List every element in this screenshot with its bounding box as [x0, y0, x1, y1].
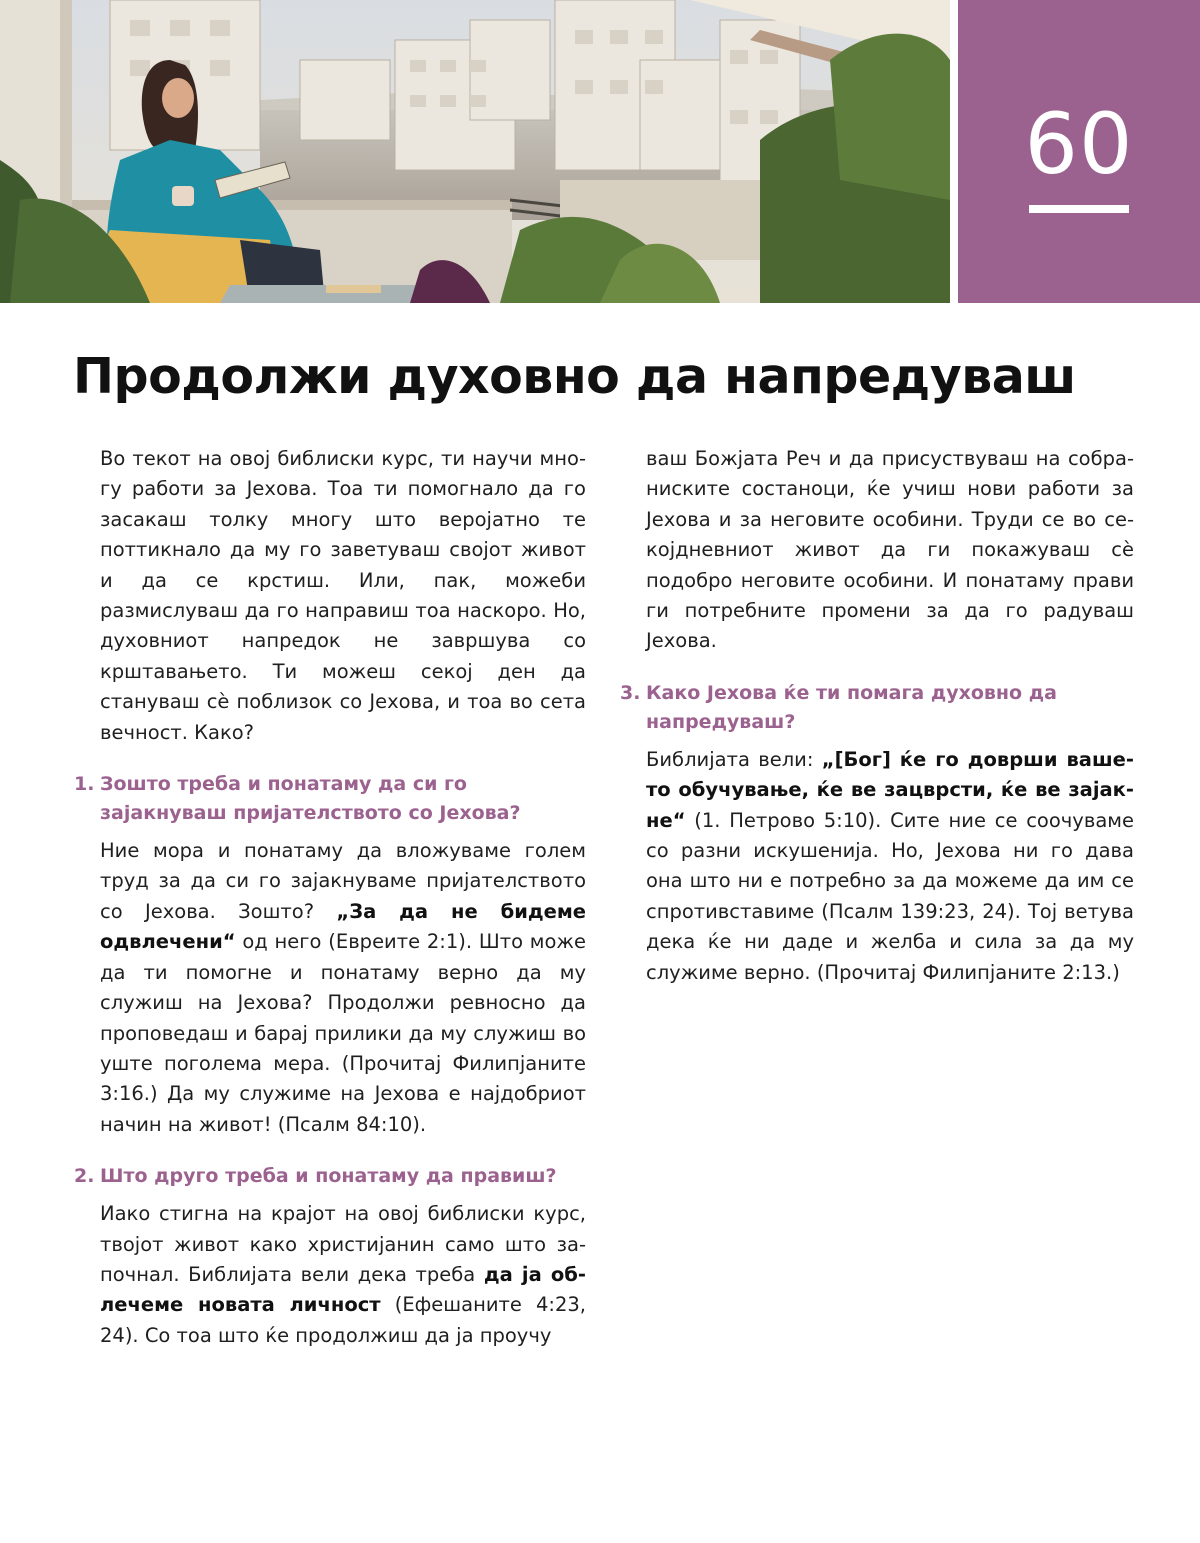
answer-3 — [646, 745, 1134, 988]
question-2 — [74, 1162, 586, 1191]
question-text: Што друго треба и понатаму да правиш? — [100, 1165, 557, 1188]
lesson-number: 60 — [1024, 95, 1134, 193]
question-3 — [620, 679, 1134, 737]
answer-text: Библијата вели: — [646, 747, 822, 771]
answer-text: од него (Евреите 2:1). Што може да ти помогне и понатаму верно да му служиш на Јехова? Продолжи ревносно да проповедаш и барај прилики да му служиш во уште поголема мера. (Прочитај Филипјаните 3:16.) Да му служиме на Јехова е најдобриот начин на живот! (Псалм 84:10). — [100, 930, 586, 1136]
answer-2-continued: ваш Божјата Реч и да присуствуваш на собраниските состаноци, ќе учиш нови работи за Јехова и за неговите особини. Труди се во секојдневниот живот да ги покажуваш сѐ подобро неговите особини. И понатаму прави ги потребните промени за да го радуваш Јехова. — [646, 447, 1134, 653]
question-number: 3. — [620, 681, 641, 704]
right-column — [620, 444, 1134, 988]
question-number: 1. — [74, 773, 95, 796]
answer-text: Иако стигна на крајот на овој библиски курс, твојот живот како христијанин само што започнал. Библијата вели дека треба — [100, 1202, 586, 1286]
left-column — [74, 444, 586, 1351]
question-text: Како Јехова ќе ти помага духовно да напредуваш? — [646, 681, 1057, 733]
page-title: Продолжи духовно да напредуваш — [73, 348, 1076, 405]
answer-text: (1. Петрово 5:10). Сите ние се соочуваме со разни искушенија. Но, Јехова ни го дава она што ни е потребно за да можеме да им се спротивставиме (Псалм 139:23, 24). Тој ветува дека ќе ни даде и желба и сила за да му служиме верно. (Прочитај Филипјаните 2:13.) — [646, 808, 1134, 984]
lesson-number-badge — [958, 0, 1200, 303]
badge-underline — [1029, 205, 1129, 213]
answer-2 — [100, 1199, 586, 1351]
answer-bold-text: „[Бог] ќе го доврши вашето обучување, ќе ве зацврсти, ќе ве зајакне“ — [646, 747, 1134, 832]
answer-bold-text: да ја облечеме новата личност — [100, 1262, 586, 1317]
question-number: 2. — [74, 1165, 95, 1188]
answer-text: (Ефешаните 4:23, 24). Со тоа што ќе продолжиш да ја проучу — [100, 1293, 586, 1347]
answer-1 — [100, 836, 586, 1140]
intro-paragraph: Во текот на овој библиски курс, ти научи многу работи за Јехова. Тоа ти помогнало да го засакаш толку многу што веројатно те поттикнало да му го заветуваш својот живот и да се крстиш. Или, пак, можеби размислуваш да го направиш тоа наскоро. Но, духовниот напредок не завршува со крштавањето. Ти можеш секој ден да стануваш сѐ поблизок со Јехова, и тоа во сета вечност. Како? — [100, 447, 586, 744]
answer-text: Ние мора и понатаму да вложуваме голем труд за да си го зајакнуваме пријателството со Јехова. Зошто? — [100, 839, 586, 923]
answer-bold-text: „За да не бидеме одвлечени“ — [100, 899, 586, 954]
question-1 — [74, 770, 586, 828]
hero-photo — [0, 0, 950, 303]
question-text: Зошто треба и понатаму да си го зајакнуваш пријателството со Јехова? — [100, 773, 521, 825]
